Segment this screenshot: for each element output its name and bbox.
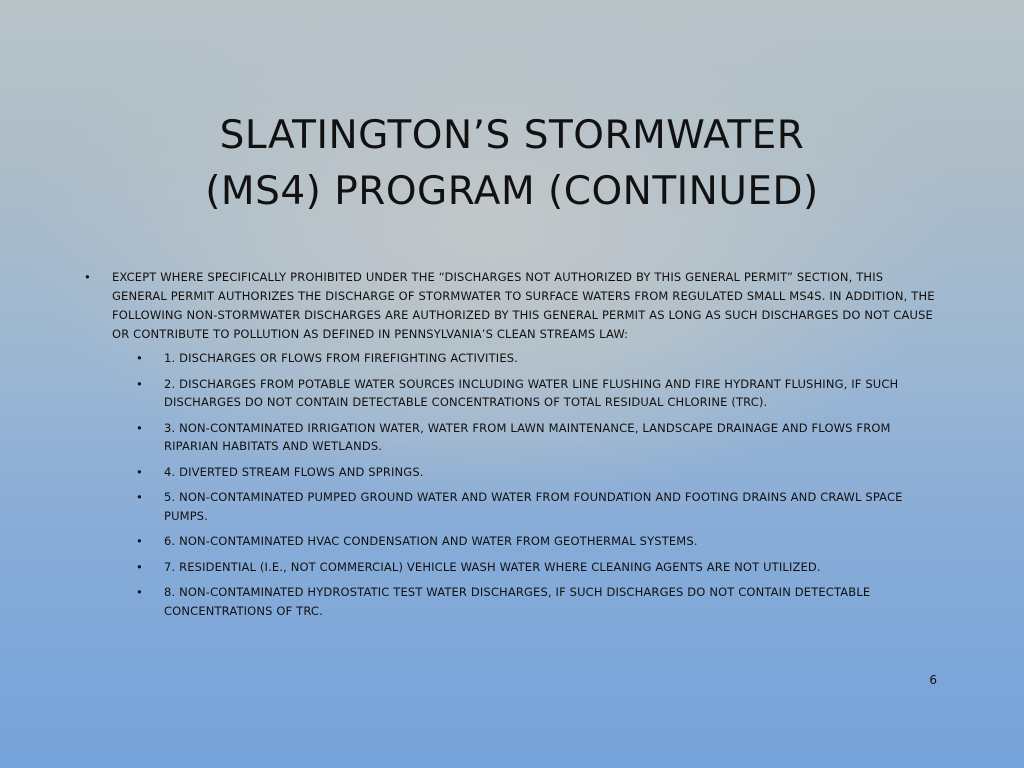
bullet-icon: • <box>84 270 91 284</box>
list-item <box>136 375 940 412</box>
bullet-icon: • <box>136 585 143 599</box>
list-item <box>136 463 940 482</box>
list-item-text: 7. RESIDENTIAL (I.E., NOT COMMERCIAL) VEHICLE WASH WATER WHERE CLEANING AGENTS ARE NOT UTILIZED. <box>164 559 821 574</box>
list-item <box>136 419 940 456</box>
bullet-icon: • <box>136 534 143 548</box>
list-item-text: 5. NON-CONTAMINATED PUMPED GROUND WATER AND WATER FROM FOUNDATION AND FOOTING DRAINS AND CRAWL SPACE PUMPS. <box>164 490 903 523</box>
list-item <box>136 488 940 525</box>
slide-content <box>84 268 940 627</box>
list-item-text: 6. NON-CONTAMINATED HVAC CONDENSATION AND WATER FROM GEOTHERMAL SYSTEMS. <box>164 534 698 548</box>
list-item <box>136 349 940 368</box>
bullet-icon: • <box>136 351 143 365</box>
bullet-icon: • <box>136 559 143 574</box>
intro-text: EXCEPT WHERE SPECIFICALLY PROHIBITED UNDER THE “DISCHARGES NOT AUTHORIZED BY THIS GENERAL PERMIT” SECTION, THIS GENERAL PERMIT AUTHORIZES THE DISCHARGE OF STORMWATER TO SURFACE WATERS FROM REGULATED SMALL MS4S. IN ADDITION, THE FOLLOWING NON-STORMWATER DISCHARGES ARE AUTHORIZED BY THIS GENERAL PERMIT AS LONG AS SUCH DISCHARGES DO NOT CAUSE OR CONTRIBUTE TO POLLUTION AS DEFINED IN PENNSYLVANIA’S CLEAN STREAMS LAW: <box>112 270 935 341</box>
page-number: 6 <box>929 673 937 687</box>
bullet-icon: • <box>136 420 143 435</box>
list-item <box>136 583 940 620</box>
list-item-text: 4. DIVERTED STREAM FLOWS AND SPRINGS. <box>164 464 424 479</box>
list-item-text: 1. DISCHARGES OR FLOWS FROM FIREFIGHTING ACTIVITIES. <box>164 351 518 365</box>
bullet-icon: • <box>136 376 143 391</box>
list-item-text: 3. NON-CONTAMINATED IRRIGATION WATER, WATER FROM LAWN MAINTENANCE, LANDSCAPE DRAINAGE AND FLOWS FROM RIPARIAN HABITATS AND WETLANDS. <box>164 420 891 453</box>
slide-title-line-2: (MS4) PROGRAM (CONTINUED) <box>205 169 819 214</box>
list-item-text: 2. DISCHARGES FROM POTABLE WATER SOURCES INCLUDING WATER LINE FLUSHING AND FIRE HYDRANT FLUSHING, IF SUCH DISCHARGES DO NOT CONTAIN DETECTABLE CONCENTRATIONS OF TOTAL RESIDUAL CHLORINE (TRC). <box>164 376 899 409</box>
bullet-icon: • <box>136 490 143 504</box>
intro-bullet <box>84 268 940 344</box>
slide-title-line-1: SLATINGTON’S STORMWATER <box>219 113 805 158</box>
discharge-list <box>84 349 940 620</box>
bullet-icon: • <box>136 464 143 479</box>
slide-title <box>140 108 884 220</box>
list-item-text: 8. NON-CONTAMINATED HYDROSTATIC TEST WATER DISCHARGES, IF SUCH DISCHARGES DO NOT CONTAIN DETECTABLE CONCENTRATIONS OF TRC. <box>164 585 871 618</box>
list-item <box>136 558 940 577</box>
list-item <box>136 532 940 551</box>
